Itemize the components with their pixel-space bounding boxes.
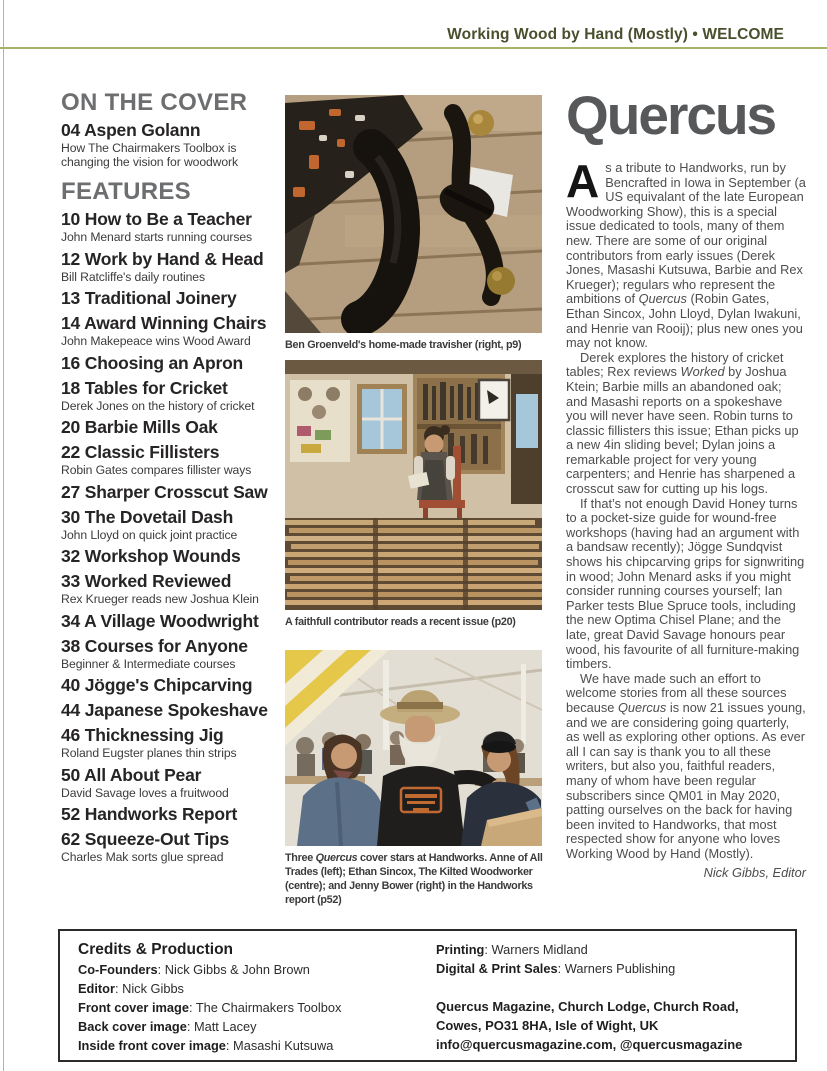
editor-paragraph-2: Derek explores the history of cricket tables; Rex reviews Worked by Joshua Ktein; Barbie mills an abandoned oak; and Masashi reports on a spokeshave you will never have seen. Robin turns to classic fillisters this issue; Ethan picks up a new 4in sliding bevel; Dylan joins a remarkable project for very young carpenters; and Henrie has sharpened a crosscut saw for cutting up his logs. (566, 349, 799, 497)
toc-page-number: 22 (61, 442, 81, 463)
address-line: info@quercusmagazine.com, @quercusmagazine (436, 1037, 743, 1052)
address-line: Quercus Magazine, Church Lodge, Church Road, (436, 999, 739, 1014)
credit-value: Nick Gibbs & John Brown (164, 962, 310, 977)
toc-item-desc: Charles Mak sorts glue spread (61, 850, 224, 865)
credit-value: Warners Publishing (564, 961, 676, 976)
toc-feature-item (61, 250, 287, 285)
credit-value: Matt Lacey (193, 1019, 257, 1034)
credit-row: Co-Founders: Nick Gibbs & John Brown (78, 962, 310, 977)
toc-item-title-line (61, 289, 287, 309)
toc-page-number: 46 (61, 725, 81, 746)
publisher-address (436, 997, 781, 1054)
toc-item-title: Workshop Wounds (84, 546, 241, 567)
toc-item-desc: How The Chairmakers Toolbox is changing the vision for woodwork (61, 140, 239, 170)
toc-item-title: Japanese Spokeshave (84, 700, 268, 721)
toc-feature-item (61, 766, 287, 801)
toc-item-title: The Dovetail Dash (84, 506, 234, 527)
photo-caption: Ben Groenveld's home-made travisher (right, p9) (285, 339, 522, 351)
toc-item-title: Classic Fillisters (84, 442, 220, 463)
toc-item-title: Sharper Crosscut Saw (84, 481, 268, 502)
credit-value: Nick Gibbs (122, 981, 184, 996)
toc-page-number: 20 (61, 417, 81, 438)
photo-caption: Three Quercus cover stars at Handworks. Anne of All Trades (left); Ethan Sincox, The Kilted Woodworker (centre); and Jenny Bower (right) in the Handworks report (p52) (285, 852, 543, 907)
toc-item-desc: Rex Krueger reads new Joshua Klein (61, 592, 259, 607)
credits-right-column (436, 940, 781, 1052)
toc-page-number: 10 (61, 209, 81, 230)
strapline: Working Wood by Hand (Mostly) • WELCOME (447, 26, 784, 43)
credits-box (58, 929, 797, 1062)
toc-page-number: 27 (61, 481, 81, 502)
toc-item-desc: Derek Jones on the history of cricket (61, 398, 255, 413)
toc-item-title: Thicknessing Jig (84, 725, 224, 746)
toc-item-title-line (61, 379, 287, 399)
features-list (61, 210, 287, 865)
credit-label: Back cover image (78, 1019, 187, 1034)
toc-item-title: Barbie Mills Oak (84, 417, 218, 438)
toc-feature-item (61, 418, 287, 438)
toc-feature-item (61, 805, 287, 825)
editor-paragraph-3: If that’s not enough David Honey turns to a pocket-size guide for wound-free workshops (having had an argument with a bandsaw recently); Jögge Sundqvist shows his chipcarving grips for signwriting in wood; John Menard asks if you might consider running courses yourself; Ian Parker tests Blue Spruce tools, including the new Optima Chisel Plane; and the late, great David Savage honours pear wood, his favourite of all furniture-making timbers. (566, 495, 805, 672)
toc-item-title-line (61, 508, 287, 528)
credit-value: Warners Midland (491, 942, 588, 957)
credit-row: Printing: Warners Midland (436, 942, 588, 957)
toc-feature-item (61, 508, 287, 543)
credit-label: Inside front cover image (78, 1038, 226, 1053)
toc-page-number: 52 (61, 804, 81, 825)
toc-item-title-line (61, 121, 287, 141)
toc-item-desc: Robin Gates compares fillister ways (61, 463, 252, 478)
toc-feature-item (61, 726, 287, 761)
credit-label: Co-Founders (78, 962, 158, 977)
drop-cap: A (566, 155, 600, 207)
quercus-logo: Quercus (566, 84, 776, 146)
travisher-photo (285, 95, 542, 333)
address-line: Cowes, PO31 8HA, Isle of Wight, UK (436, 1018, 659, 1033)
toc-item-title-line (61, 572, 287, 592)
toc-page-number: 18 (61, 377, 81, 398)
credit-value: Masashi Kutsuwa (233, 1038, 334, 1053)
toc-item-title-line (61, 676, 287, 696)
toc-item-title-line (61, 726, 287, 746)
toc-item-title: Award Winning Chairs (84, 313, 267, 334)
toc-item-title: Traditional Joinery (84, 288, 237, 309)
credits-left-column (78, 940, 436, 1052)
toc-item-title-line (61, 250, 287, 270)
toc-item-title-line (61, 354, 287, 374)
toc-feature-item (61, 354, 287, 374)
editor-paragraph-1: As a tribute to Handworks, run by Bencrafted in Iowa in September (a US equivalant of the late European Woodworking Show), this is a special issue dedicated to tools, many of them new. There are some of our original contributors from early issues (Derek Jones, Masashi Kutsuwa, Barbie and Rex Krueger); regulars who represent the ambitions of Quercus (Robin Gates, Ethan Sincox, John Lloyd, Dylan Iwakuni, and Henrie van Rooij); plus new ones you may not know. (566, 155, 806, 351)
toc-item-title: A Village Woodwright (84, 610, 259, 631)
handworks-figure (285, 650, 553, 907)
travisher-figure (285, 95, 553, 352)
credit-value: The Chairmakers Toolbox (195, 1000, 342, 1015)
toc-item-title: Jögge's Chipcarving (84, 675, 253, 696)
toc-feature-item (61, 379, 287, 414)
editor-signature: Nick Gibbs, Editor (703, 864, 806, 880)
toc-page-number: 30 (61, 506, 81, 527)
toc-feature-item (61, 443, 287, 478)
toc-feature-item (61, 701, 287, 721)
editor-column (566, 84, 806, 880)
handworks-group-photo (285, 650, 542, 846)
toc-item-title-line (61, 830, 287, 850)
credit-label: Front cover image (78, 1000, 189, 1015)
credit-label: Editor (78, 981, 115, 996)
credit-label: Printing (436, 942, 485, 957)
toc-feature-item (61, 289, 287, 309)
toc-page-number: 16 (61, 352, 81, 373)
toc-page-number: 62 (61, 829, 81, 850)
toc-item-title-line (61, 701, 287, 721)
workshop-figure (285, 360, 553, 629)
photo-column (285, 95, 555, 929)
on-the-cover-heading: ON THE COVER (61, 89, 248, 116)
toc-item-title: How to Be a Teacher (84, 209, 252, 230)
toc-item-title-line (61, 547, 287, 567)
toc-item-desc: John Menard starts running courses (61, 229, 253, 244)
toc-item-title-line (61, 805, 287, 825)
editor-paragraph-4: We have made such an effort to welcome stories from all these sources because Quercus is now 21 issues young, and we are considering going quarterly, as well as exploring other options. As ever all I can say is thank you to all these writers, but also you, faithful readers, many of whom have been regular subscribers since QM01 in May 2020, patting ourselves on the back for having been invited to Handworks, that most respected show for anyone who loves Working Wood by Hand (Mostly). (566, 670, 806, 861)
toc-page-number: 50 (61, 764, 81, 785)
toc-page-number: 04 (61, 119, 81, 140)
toc-item-desc: John Makepeace wins Wood Award (61, 334, 251, 349)
credits-right-rows (436, 940, 781, 978)
toc-item-title-line (61, 314, 287, 334)
toc-page-number: 38 (61, 635, 81, 656)
credit-row: Back cover image: Matt Lacey (78, 1019, 257, 1034)
toc-feature-item (61, 676, 287, 696)
toc-item-title-line (61, 766, 287, 786)
toc-page-number: 40 (61, 675, 81, 696)
toc-item-title: Worked Reviewed (84, 571, 232, 592)
toc-feature-item (61, 314, 287, 349)
toc-item-title-line (61, 637, 287, 657)
toc-item-title: Squeeze-Out Tips (84, 829, 230, 850)
toc-item-title: Courses for Anyone (84, 635, 248, 656)
toc-page-number: 14 (61, 313, 81, 334)
photo-caption: A faithfull contributor reads a recent issue (p20) (285, 616, 516, 628)
toc-item-title-line (61, 612, 287, 632)
credit-row: Editor: Nick Gibbs (78, 981, 184, 996)
credit-row: Inside front cover image: Masashi Kutsuwa (78, 1038, 334, 1053)
toc-item-desc: Roland Eugster planes thin strips (61, 746, 237, 761)
toc-item-desc: Bill Ratcliffe's daily routines (61, 269, 205, 284)
credits-left-rows (78, 960, 436, 1055)
toc-page-number: 33 (61, 571, 81, 592)
workshop-photo (285, 360, 542, 610)
toc-item-title-line (61, 443, 287, 463)
page-edge-line (3, 0, 4, 1071)
toc-page-number: 34 (61, 610, 81, 631)
toc-item-desc: John Lloyd on quick joint practice (61, 527, 238, 542)
toc-page-number: 13 (61, 288, 81, 309)
toc-page-number: 32 (61, 546, 81, 567)
toc-item-title: Tables for Cricket (84, 377, 228, 398)
toc-feature-item (61, 830, 287, 865)
toc-item-title: All About Pear (84, 764, 202, 785)
toc-feature-item (61, 547, 287, 567)
toc-item-title: Choosing an Apron (84, 352, 244, 373)
toc-page-number: 44 (61, 700, 81, 721)
toc-item-title-line (61, 418, 287, 438)
credits-heading: Credits & Production (78, 941, 234, 958)
toc-cover-item (61, 121, 287, 170)
toc-item-title: Aspen Golann (84, 119, 201, 140)
toc-feature-item (61, 612, 287, 632)
contents-column (61, 90, 287, 865)
toc-page-number: 12 (61, 248, 81, 269)
toc-item-title-line (61, 483, 287, 503)
toc-item-desc: David Savage loves a fruitwood (61, 785, 229, 800)
toc-item-title: Handworks Report (84, 804, 238, 825)
toc-item-title: Work by Hand & Head (84, 248, 264, 269)
credit-label: Digital & Print Sales (436, 961, 558, 976)
credit-row: Digital & Print Sales: Warners Publishing (436, 961, 676, 976)
header-rule (0, 47, 827, 49)
toc-item-title-line (61, 210, 287, 230)
credit-row: Front cover image: The Chairmakers Toolbox (78, 1000, 342, 1015)
toc-feature-item (61, 483, 287, 503)
toc-feature-item (61, 572, 287, 607)
features-heading: FEATURES (61, 178, 191, 206)
toc-item-desc: Beginner & Intermediate courses (61, 656, 236, 671)
toc-feature-item (61, 210, 287, 245)
toc-feature-item (61, 637, 287, 672)
